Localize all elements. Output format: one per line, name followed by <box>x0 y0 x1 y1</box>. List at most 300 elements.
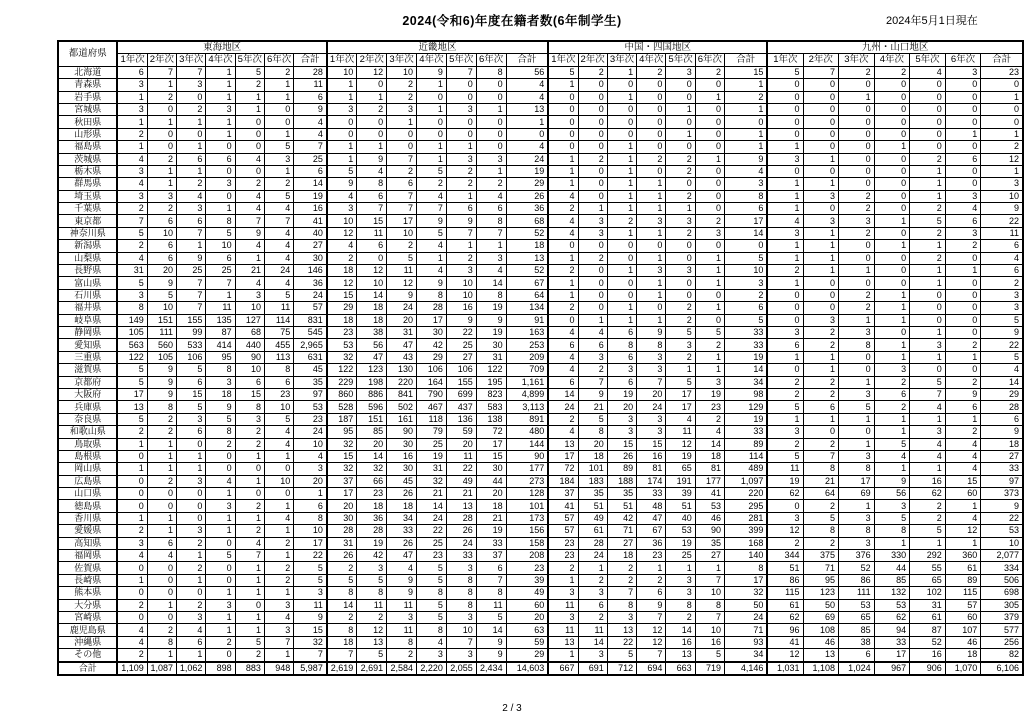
cell-value: 1 <box>117 438 147 450</box>
cell-value: 1 <box>874 289 910 301</box>
cell-value: 0 <box>945 178 981 190</box>
cell-value: 47 <box>637 512 666 524</box>
cell-value: 45 <box>387 475 417 487</box>
cell-value: 1 <box>910 178 946 190</box>
cell-value: 2 <box>666 227 695 239</box>
cell-value: 4 <box>725 165 768 177</box>
cell-value: 0 <box>637 91 666 103</box>
cell-value: 1 <box>177 649 206 662</box>
cell-value: 174 <box>637 475 666 487</box>
cell-value: 3 <box>117 103 147 115</box>
cell-value: 7 <box>264 636 293 648</box>
cell-value: 61 <box>767 599 803 611</box>
cell-value: 4 <box>548 364 578 376</box>
cell-value: 1 <box>874 141 910 153</box>
cell-value: 97 <box>981 475 1023 487</box>
cell-value: 3 <box>446 649 476 662</box>
cell-value: 13 <box>357 636 387 648</box>
cell-value: 2 <box>637 153 666 165</box>
cell-value: 7 <box>446 636 476 648</box>
cell-value: 1 <box>264 587 293 599</box>
cell-value: 0 <box>803 103 839 115</box>
cell-value: 5 <box>264 141 293 153</box>
cell-value: 1 <box>695 562 724 574</box>
cell-value: 0 <box>548 91 578 103</box>
cell-value: 0 <box>117 450 147 462</box>
cell-value: 5 <box>607 649 636 662</box>
cell-value: 3,113 <box>506 401 548 413</box>
cell-value: 0 <box>839 252 875 264</box>
cell-value: 9 <box>981 203 1023 215</box>
cell-value: 23 <box>981 66 1023 78</box>
cell-value: 26 <box>387 537 417 549</box>
cell-value: 24 <box>548 401 578 413</box>
cell-value: 7 <box>327 649 357 662</box>
cell-value: 3 <box>417 649 447 662</box>
table-row <box>58 500 1023 512</box>
cell-value: 0 <box>235 488 264 500</box>
cell-value: 30 <box>387 463 417 475</box>
cell-value: 2 <box>117 649 147 662</box>
cell-value: 0 <box>177 587 206 599</box>
cell-value: 6 <box>981 413 1023 425</box>
cell-value: 1 <box>874 215 910 227</box>
cell-value: 4 <box>235 203 264 215</box>
cell-value: 1 <box>725 79 768 91</box>
cell-value: 3 <box>264 153 293 165</box>
cell-value: 9 <box>147 364 176 376</box>
cell-value: 20 <box>147 265 176 277</box>
cell-value: 1 <box>607 141 636 153</box>
cell-value: 26 <box>446 525 476 537</box>
cell-value: 4 <box>548 351 578 363</box>
cell-value: 5 <box>695 326 724 338</box>
cell-value: 5 <box>839 401 875 413</box>
cell-value: 3 <box>767 426 803 438</box>
cell-value: 0 <box>147 103 176 115</box>
cell-value: 0 <box>767 364 803 376</box>
year-header: 4年次 <box>206 54 235 66</box>
cell-value: 1 <box>666 562 695 574</box>
cell-value: 295 <box>725 500 768 512</box>
cell-value: 2 <box>177 103 206 115</box>
cell-value: 20 <box>607 401 636 413</box>
cell-value: 62 <box>874 611 910 623</box>
cell-value: 140 <box>725 550 768 562</box>
table-row <box>58 463 1023 475</box>
cell-value: 0 <box>578 240 607 252</box>
cell-value: 2 <box>235 438 264 450</box>
cell-value: 15 <box>945 475 981 487</box>
cell-value: 33 <box>981 463 1023 475</box>
cell-value: 0 <box>767 116 803 128</box>
cell-value: 4 <box>506 79 548 91</box>
cell-value: 60 <box>506 599 548 611</box>
cell-value: 3 <box>607 426 636 438</box>
cell-value: 37 <box>476 550 506 562</box>
cell-value: 19 <box>357 537 387 549</box>
enrollment-table <box>57 40 1024 676</box>
cell-value: 886 <box>357 388 387 400</box>
cell-value: 3 <box>839 215 875 227</box>
cell-value: 3 <box>446 103 476 115</box>
cell-value: 97 <box>294 388 327 400</box>
cell-value: 0 <box>637 116 666 128</box>
cell-value: 2 <box>666 314 695 326</box>
cell-value: 0 <box>446 128 476 140</box>
cell-value: 2 <box>767 388 803 400</box>
cell-value: 50 <box>803 599 839 611</box>
cell-value: 26 <box>607 450 636 462</box>
cell-value: 20 <box>327 500 357 512</box>
cell-value: 2 <box>666 190 695 202</box>
cell-value: 4 <box>117 153 147 165</box>
cell-value: 0 <box>945 302 981 314</box>
cell-value: 3 <box>607 364 636 376</box>
cell-value: 1 <box>839 438 875 450</box>
cell-value: 841 <box>387 388 417 400</box>
cell-value: 1 <box>147 599 176 611</box>
cell-value: 44 <box>874 562 910 574</box>
cell-value: 11 <box>767 463 803 475</box>
cell-value: 2 <box>446 178 476 190</box>
year-header: 1年次 <box>548 54 578 66</box>
cell-value: 5 <box>417 227 447 239</box>
cell-value: 5 <box>417 574 447 586</box>
cell-value: 0 <box>206 190 235 202</box>
cell-value: 0 <box>874 178 910 190</box>
cell-value: 790 <box>417 388 447 400</box>
cell-value: 1 <box>206 289 235 301</box>
cell-value: 0 <box>695 314 724 326</box>
cell-value: 20 <box>578 438 607 450</box>
cell-value: 6 <box>945 401 981 413</box>
cell-value: 4,899 <box>506 388 548 400</box>
cell-value: 8 <box>803 525 839 537</box>
cell-value: 0 <box>839 128 875 140</box>
cell-value: 8 <box>206 215 235 227</box>
cell-value: 1 <box>235 91 264 103</box>
cell-value: 0 <box>548 128 578 140</box>
cell-value: 3 <box>177 413 206 425</box>
cell-value: 4 <box>666 413 695 425</box>
cell-value: 2 <box>117 203 147 215</box>
table-row <box>58 91 1023 103</box>
cell-value: 24 <box>725 611 768 623</box>
cell-value: 1 <box>767 203 803 215</box>
cell-value: 2 <box>206 438 235 450</box>
cell-value: 8 <box>725 190 768 202</box>
cell-value: 2 <box>264 562 293 574</box>
cell-value: 177 <box>695 475 724 487</box>
cell-value: 90 <box>235 351 264 363</box>
cell-value: 1 <box>945 537 981 549</box>
cell-value: 8 <box>476 587 506 599</box>
cell-value: 29 <box>417 351 447 363</box>
cell-value: 34 <box>387 512 417 524</box>
cell-value: 11 <box>476 599 506 611</box>
cell-value: 0 <box>839 178 875 190</box>
cell-value: 1 <box>327 79 357 91</box>
table-row <box>58 351 1023 363</box>
cell-value: 0 <box>578 103 607 115</box>
cell-value: 53 <box>839 599 875 611</box>
year-header: 3年次 <box>177 54 206 66</box>
cell-value: 57 <box>548 512 578 524</box>
cell-value: 6 <box>874 388 910 400</box>
cell-value: 1 <box>607 314 636 326</box>
cell-value: 59 <box>506 636 548 648</box>
cell-value: 1 <box>910 351 946 363</box>
cell-value: 18 <box>327 265 357 277</box>
table-row <box>58 302 1023 314</box>
cell-value: 2 <box>578 364 607 376</box>
cell-value: 0 <box>839 165 875 177</box>
cell-value: 0 <box>803 91 839 103</box>
cell-value: 64 <box>803 488 839 500</box>
cell-value: 11 <box>357 227 387 239</box>
cell-value: 0 <box>578 178 607 190</box>
cell-value: 0 <box>803 128 839 140</box>
cell-value: 1,070 <box>945 662 981 675</box>
cell-value: 49 <box>506 587 548 599</box>
cell-value: 0 <box>607 79 636 91</box>
cell-value: 334 <box>981 562 1023 574</box>
cell-value: 4 <box>981 364 1023 376</box>
cell-value: 4 <box>264 240 293 252</box>
cell-value: 0 <box>578 190 607 202</box>
cell-value: 4 <box>506 91 548 103</box>
cell-value: 23 <box>357 488 387 500</box>
cell-value: 0 <box>695 103 724 115</box>
cell-value: 38 <box>839 636 875 648</box>
cell-value: 9 <box>476 649 506 662</box>
cell-value: 0 <box>695 79 724 91</box>
cell-value: 59 <box>446 426 476 438</box>
cell-value: 1,109 <box>117 662 147 675</box>
cell-value: 1 <box>839 413 875 425</box>
cell-value: 53 <box>981 525 1023 537</box>
cell-value: 0 <box>548 141 578 153</box>
cell-value: 11 <box>206 302 235 314</box>
cell-value: 3 <box>666 587 695 599</box>
cell-value: 19 <box>767 475 803 487</box>
cell-value: 9 <box>725 153 768 165</box>
cell-value: 1 <box>839 265 875 277</box>
table-row <box>58 662 1023 675</box>
cell-value: 1 <box>235 252 264 264</box>
cell-value: 8 <box>206 426 235 438</box>
cell-value: 1 <box>874 426 910 438</box>
year-header: 合計 <box>506 54 548 66</box>
cell-value: 1 <box>235 103 264 115</box>
cell-value: 0 <box>945 165 981 177</box>
cell-value: 89 <box>607 463 636 475</box>
cell-value: 7 <box>206 277 235 289</box>
cell-value: 2 <box>548 265 578 277</box>
cell-value: 2 <box>387 649 417 662</box>
cell-value: 5 <box>357 574 387 586</box>
cell-value: 51 <box>767 562 803 574</box>
cell-value: 1 <box>695 277 724 289</box>
cell-value: 2,220 <box>417 662 447 675</box>
cell-value: 46 <box>695 512 724 524</box>
cell-value: 42 <box>357 550 387 562</box>
cell-value: 1 <box>117 91 147 103</box>
cell-value: 1 <box>637 562 666 574</box>
cell-value: 823 <box>476 388 506 400</box>
cell-value: 20 <box>506 611 548 623</box>
cell-value: 10 <box>327 215 357 227</box>
cell-value: 4 <box>294 450 327 462</box>
cell-value: 0 <box>147 574 176 586</box>
cell-value: 0 <box>803 203 839 215</box>
cell-value: 8 <box>607 339 636 351</box>
cell-value: 4 <box>235 190 264 202</box>
cell-value: 0 <box>839 103 875 115</box>
cell-value: 7 <box>476 574 506 586</box>
cell-value: 1 <box>548 574 578 586</box>
cell-value: 2 <box>945 376 981 388</box>
prefecture-label: 高知県 <box>58 537 117 549</box>
cell-value: 10 <box>446 289 476 301</box>
cell-value: 2 <box>206 636 235 648</box>
cell-value: 209 <box>506 351 548 363</box>
cell-value: 20 <box>357 438 387 450</box>
cell-value: 0 <box>666 289 695 301</box>
cell-value: 0 <box>117 611 147 623</box>
cell-value: 51 <box>578 500 607 512</box>
cell-value: 95 <box>327 426 357 438</box>
cell-value: 2 <box>695 66 724 78</box>
cell-value: 134 <box>506 302 548 314</box>
cell-value: 191 <box>666 475 695 487</box>
cell-value: 1 <box>839 314 875 326</box>
prefecture-label: 滋賀県 <box>58 364 117 376</box>
cell-value: 3 <box>327 103 357 115</box>
cell-value: 16 <box>666 636 695 648</box>
cell-value: 0 <box>695 165 724 177</box>
cell-value: 2 <box>725 91 768 103</box>
cell-value: 1 <box>767 178 803 190</box>
cell-value: 132 <box>874 587 910 599</box>
cell-value: 0 <box>387 141 417 153</box>
cell-value: 1 <box>147 450 176 462</box>
cell-value: 25 <box>294 153 327 165</box>
table-row <box>58 450 1023 462</box>
cell-value: 15 <box>294 624 327 636</box>
cell-value: 0 <box>945 103 981 115</box>
cell-value: 75 <box>264 326 293 338</box>
cell-value: 164 <box>417 376 447 388</box>
cell-value: 86 <box>839 574 875 586</box>
cell-value: 32 <box>327 351 357 363</box>
cell-value: 7 <box>177 277 206 289</box>
cell-value: 0 <box>874 203 910 215</box>
cell-value: 2 <box>695 215 724 227</box>
cell-value: 0 <box>839 116 875 128</box>
cell-value: 1 <box>874 351 910 363</box>
cell-value: 0 <box>476 116 506 128</box>
cell-value: 3 <box>235 289 264 301</box>
cell-value: 1 <box>607 178 636 190</box>
cell-value: 4 <box>945 463 981 475</box>
cell-value: 2 <box>803 326 839 338</box>
cell-value: 17 <box>476 438 506 450</box>
cell-value: 31 <box>417 463 447 475</box>
cell-value: 1 <box>327 91 357 103</box>
cell-value: 40 <box>666 512 695 524</box>
cell-value: 6 <box>637 587 666 599</box>
cell-value: 10 <box>294 525 327 537</box>
cell-value: 0 <box>874 116 910 128</box>
cell-value: 14 <box>357 289 387 301</box>
cell-value: 12 <box>327 277 357 289</box>
cell-value: 0 <box>607 128 636 140</box>
cell-value: 5 <box>294 574 327 586</box>
cell-value: 4 <box>264 227 293 239</box>
cell-value: 1 <box>264 450 293 462</box>
cell-value: 7 <box>446 66 476 78</box>
cell-value: 115 <box>945 587 981 599</box>
cell-value: 7 <box>147 66 176 78</box>
cell-value: 14,603 <box>506 662 548 675</box>
cell-value: 5 <box>177 401 206 413</box>
cell-value: 12 <box>357 265 387 277</box>
cell-value: 7 <box>177 302 206 314</box>
cell-value: 1 <box>446 240 476 252</box>
cell-value: 4 <box>117 624 147 636</box>
cell-value: 0 <box>767 314 803 326</box>
cell-value: 3 <box>117 289 147 301</box>
cell-value: 3 <box>206 500 235 512</box>
cell-value: 18 <box>506 240 548 252</box>
cell-value: 95 <box>803 574 839 586</box>
cell-value: 0 <box>607 116 636 128</box>
cell-value: 0 <box>767 302 803 314</box>
cell-value: 3 <box>725 178 768 190</box>
cell-value: 71 <box>803 562 839 574</box>
cell-value: 1 <box>417 141 447 153</box>
cell-value: 0 <box>578 302 607 314</box>
cell-value: 9 <box>637 326 666 338</box>
cell-value: 253 <box>506 339 548 351</box>
cell-value: 8 <box>357 587 387 599</box>
prefecture-label: 山梨県 <box>58 252 117 264</box>
cell-value: 16 <box>637 450 666 462</box>
cell-value: 16 <box>294 203 327 215</box>
cell-value: 25 <box>417 537 447 549</box>
cell-value: 155 <box>177 314 206 326</box>
cell-value: 28 <box>446 512 476 524</box>
cell-value: 18 <box>387 500 417 512</box>
cell-value: 45 <box>294 364 327 376</box>
cell-value: 10 <box>235 364 264 376</box>
cell-value: 7 <box>294 649 327 662</box>
cell-value: 6 <box>839 649 875 662</box>
cell-value: 2 <box>803 500 839 512</box>
cell-value: 27 <box>695 550 724 562</box>
cell-value: 19 <box>417 450 447 462</box>
cell-value: 1 <box>910 277 946 289</box>
cell-value: 0 <box>637 79 666 91</box>
cell-value: 1 <box>910 413 946 425</box>
cell-value: 2 <box>147 413 176 425</box>
cell-value: 11 <box>981 227 1023 239</box>
cell-value: 123 <box>357 364 387 376</box>
cell-value: 65 <box>839 611 875 623</box>
cell-value: 4 <box>235 277 264 289</box>
